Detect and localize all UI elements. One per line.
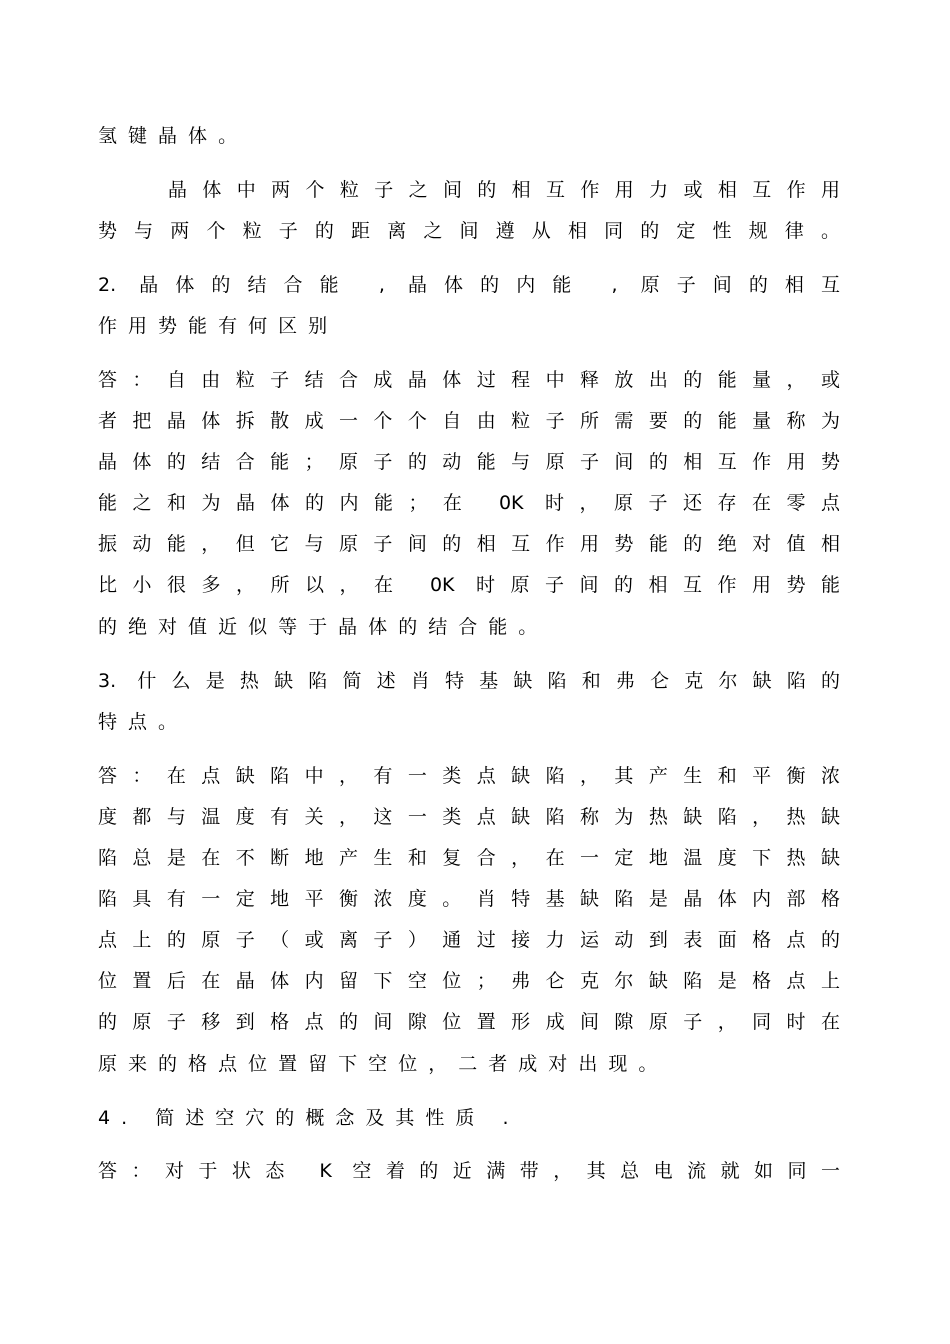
answer-line: 能之和为晶体的内能；在 0K 时，原子还存在零点 — [98, 492, 840, 514]
answer-line: 点上的原子（或离子）通过接力运动到表面格点的 — [98, 929, 840, 951]
answer-line: 答：在点缺陷中，有一类点缺陷，其产生和平衡浓 — [98, 765, 840, 787]
answer-line: 陷具有一定地平衡浓度。肖特基缺陷是晶体内部格 — [98, 888, 840, 910]
answer-line: 者把晶体拆散成一个个自由粒子所需要的能量称为 — [98, 410, 840, 432]
question-heading: 3. 什么是热缺陷简述肖特基缺陷和弗仑克尔缺陷的 — [98, 670, 840, 692]
text-line: 势与两个粒子的距离之间遵从相同的定性规律。 — [98, 220, 840, 242]
answer-line: 的绝对值近似等于晶体的结合能。 — [98, 616, 549, 638]
answer-line: 答：自由粒子结合成晶体过程中释放出的能量，或 — [98, 369, 840, 391]
text-line: 氢键晶体。 — [98, 125, 249, 147]
answer-line: 位置后在晶体内留下空位；弗仑克尔缺陷是格点上 — [98, 970, 840, 992]
answer-line: 比小很多，所以，在 0K 时原子间的相互作用势能 — [98, 574, 840, 596]
answer-line: 的原子移到格点的间隙位置形成间隙原子，同时在 — [98, 1011, 840, 1033]
answer-line: 振动能，但它与原子间的相互作用势能的绝对值相 — [98, 533, 840, 555]
answer-line: 陷总是在不断地产生和复合，在一定地温度下热缺 — [98, 847, 840, 869]
question-heading: 特点。 — [98, 711, 189, 733]
question-heading: 2. 晶体的结合能 , 晶体的内能 , 原子间的相互 — [98, 274, 840, 296]
answer-line: 原来的格点位置留下空位，二者成对出现。 — [98, 1053, 669, 1075]
answer-line: 答：对于状态 K 空着的近满带，其总电流就如同一 — [98, 1160, 840, 1182]
answer-line: 晶体的结合能；原子的动能与原子间的相互作用势 — [98, 451, 840, 473]
question-heading: 4. 简述空穴的概念及其性质 . — [98, 1107, 520, 1129]
question-heading: 作用势能有何区别 — [98, 315, 339, 337]
answer-line: 度都与温度有关，这一类点缺陷称为热缺陷，热缺 — [98, 806, 840, 828]
text-line: 晶体中两个粒子之间的相互作用力或相互作用 — [168, 179, 840, 201]
